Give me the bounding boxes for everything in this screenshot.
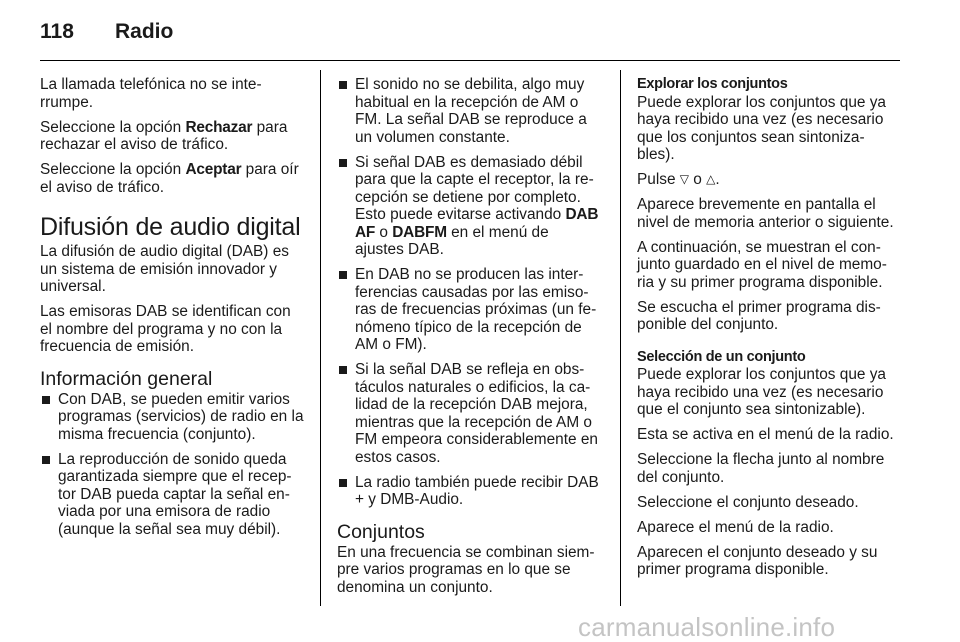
paragraph: Seleccione el conjunto deseado. [637,493,859,511]
list-item: En DAB no se producen las inter- ferencias causadas por las emiso- ras de frecuencias próximas (un fe- nómeno típico de la recepción de AM o FM). [337,266,601,354]
paragraph: Seleccione la opción Rechazar para rechazar el aviso de tráfico. [40,118,288,153]
column-2 [337,76,601,604]
bullet-list [40,391,304,539]
paragraph: Seleccione la opción Aceptar para oír el aviso de tráfico. [40,161,299,196]
seek-up-icon: △ [706,172,716,186]
column-3 [637,76,901,586]
paragraph: Aparece el menú de la radio. [637,518,834,536]
heading-conjuntos: Conjuntos [337,520,425,543]
column-1 [40,76,304,546]
paragraph: Seleccione la flecha junto al nombre del conjunto. [637,451,885,486]
column-divider-1 [320,70,321,606]
heading-explorar: Explorar los conjuntos [637,76,788,92]
paragraph: En una frecuencia se combinan siem- pre varios programas en lo que se denomina un conjunto. [337,543,595,596]
bullet-icon [339,159,347,167]
paragraph: A continuación, se muestran el con- junto guardado en el nivel de memo- ria y su primer programa disponible. [637,238,887,291]
option-dab-af: DAB AF [355,206,599,241]
option-rechazar: Rechazar [185,118,253,136]
bullet-icon [339,81,347,89]
bullet-icon [42,456,50,464]
bullet-icon [339,479,347,487]
header-rule [40,60,900,61]
option-aceptar: Aceptar [185,161,242,178]
bullet-icon [339,271,347,279]
paragraph: Pulse ▽ o △. [637,171,720,188]
list-item: Si señal DAB es demasiado débil para que la capte el receptor, la re- cepción se detiene por completo. Esto puede evitarse activando DAB AF o DABFM en el menú de ajustes DAB. [337,154,601,259]
watermark: carmanualsonline.info [578,612,836,642]
section-title: Radio [115,20,174,43]
bullet-icon [42,396,50,404]
list-item: El sonido no se debilita, algo muy habitual en la recepción de AM o FM. La señal DAB se reproduce a un volumen constante. [337,76,601,146]
page-number: 118 [40,20,74,43]
heading-seleccion: Selección de un conjunto [637,348,806,365]
bullet-list [337,76,601,509]
paragraph: Puede explorar los conjuntos que ya haya recibido una vez (es necesario que el conjunto sea sintonizable). [637,366,886,418]
heading-dab: Difusión de audio digital [40,213,301,241]
heading-info-general: Información general [40,367,213,390]
paragraph: La llamada telefónica no se inte- rrumpe. [40,76,262,111]
list-item: La radio también puede recibir DAB + y DMB-Audio. [337,474,601,509]
list-item: La reproducción de sonido queda garantizada siempre que el recep- tor DAB pueda captar la señal en- viada por una emisora de radio (aunque la señal sea muy débil). [40,451,304,539]
bullet-icon [339,366,347,374]
paragraph: Aparecen el conjunto deseado y su primer programa disponible. [637,543,878,578]
list-item: Si la señal DAB se refleja en obs- táculos naturales o edificios, la ca- lidad de la recepción DAB mejora, mientras que la recepción de AM o FM empeora considerablemente en estos casos. [337,361,601,466]
list-item: Con DAB, se pueden emitir varios programas (servicios) de radio en la misma frecuencia (conjunto). [40,391,304,444]
paragraph: Las emisoras DAB se identifican con el nombre del programa y no con la frecuencia de emisión. [40,303,291,355]
paragraph: Esta se activa en el menú de la radio. [637,426,894,443]
paragraph: La difusión de audio digital (DAB) es un sistema de emisión innovador y universal. [40,243,289,295]
column-divider-2 [620,70,621,606]
seek-down-icon: ▽ [679,172,690,186]
paragraph: Puede explorar los conjuntos que ya haya recibido una vez (es necesario que los conjuntos sean sintoniza- bles). [637,93,886,163]
paragraph: Se escucha el primer programa dis- ponible del conjunto. [637,298,881,333]
option-dabfm: DABFM [392,223,447,241]
paragraph: Aparece brevemente en pantalla el nivel de memoria anterior o siguiente. [637,196,894,231]
